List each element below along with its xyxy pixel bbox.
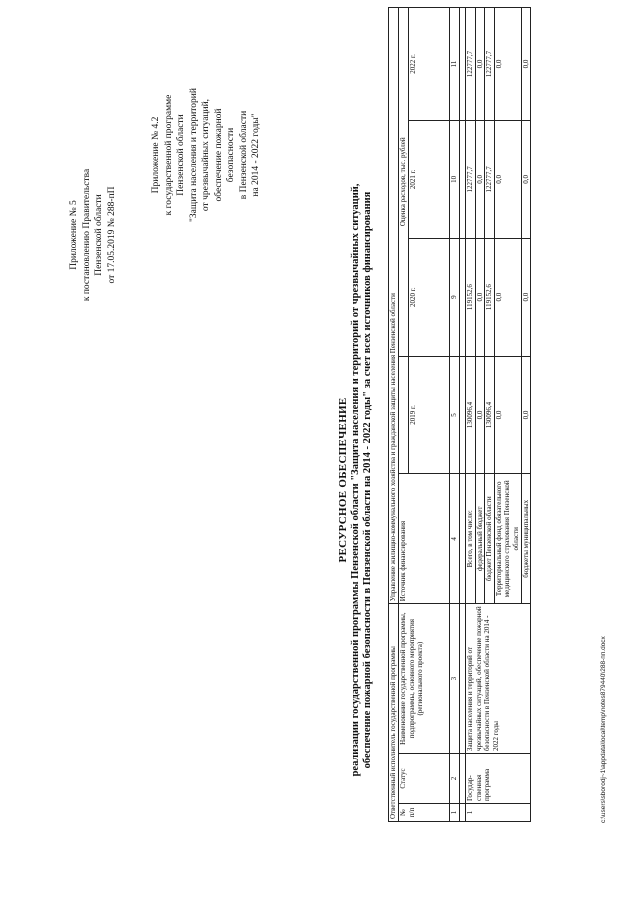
title-line: обеспечение пожарной безопасности в Пензенской области на 2014 - 2022 годы" за счет всех источников финансирования: [362, 191, 373, 769]
title-line: реализации государственной программы Пензенской области "Защита населения и территорий от чрезвычайных ситуаций,: [349, 183, 361, 777]
header-source: Источник финансирования: [399, 474, 450, 604]
responsible-row: [389, 8, 399, 822]
appendix-program-line: Приложение № 4.2: [151, 116, 161, 194]
responsible-label: Ответственный исполнитель государственной программы: [389, 604, 399, 822]
row-status: Государ-ственная программа: [466, 754, 531, 804]
header-year: 2020 г.: [409, 238, 450, 356]
appendix-main-block: [68, 120, 118, 350]
appendix-program-line: в Пензенской области: [238, 110, 249, 200]
appendix-main-line: от 17.05.2019 № 288-пП: [106, 186, 117, 284]
value-cell: 0,0: [475, 120, 485, 238]
value-cell: 130096,4: [485, 356, 495, 474]
column-number: 5: [450, 356, 460, 474]
header-num: № п/п: [399, 804, 450, 822]
value-cell: 0,0: [494, 120, 521, 238]
value-cell: 122777,7: [466, 120, 476, 238]
source-label: Всего, в том числе:: [466, 474, 476, 604]
source-label: бюджеты муниципальных: [521, 474, 531, 604]
value-cell: 122777,7: [485, 8, 495, 121]
column-number: 1: [450, 804, 460, 822]
header-year: 2021 г.: [409, 120, 450, 238]
header-row: [399, 8, 409, 822]
header-status: Статус: [399, 754, 450, 804]
value-cell: 0,0: [475, 356, 485, 474]
source-label: Территориальный фонд обязательного медицинского страхования Пензенской области: [494, 474, 521, 604]
responsible-value: Управление жилищно-коммунального хозяйства и гражданской защиты населения Пензенской области: [389, 8, 399, 604]
appendix-program-line: "Защита населения и территорий: [188, 88, 199, 222]
column-number-row: [450, 8, 460, 822]
table-row: [466, 8, 476, 822]
header-estimate: Оценка расходов, тыс. рублей: [399, 8, 409, 357]
row-num: 1: [466, 804, 531, 822]
appendix-program-line: безопасности: [226, 127, 236, 183]
value-cell: 0,0: [475, 238, 485, 356]
column-number: 10: [450, 120, 460, 238]
value-cell: 0,0: [521, 238, 531, 356]
appendix-main-line: Приложение № 5: [69, 200, 79, 270]
value-cell: 0,0: [521, 120, 531, 238]
column-number: 4: [450, 474, 460, 604]
appendix-program-line: к государственной программе: [163, 94, 174, 216]
value-cell: 122777,7: [485, 120, 495, 238]
value-cell: 0,0: [494, 238, 521, 356]
value-cell: 119152,6: [466, 238, 476, 356]
value-cell: 122777,7: [466, 8, 476, 121]
value-cell: 0,0: [494, 356, 521, 474]
header-year: 2019 г.: [409, 356, 450, 474]
source-label: бюджет Пензенской области: [485, 474, 495, 604]
appendix-main-line: к постановлению Правительства: [81, 168, 92, 302]
document-title: [337, 95, 375, 865]
title-heading: РЕСУРСНОЕ ОБЕСПЕЧЕНИЕ: [337, 397, 349, 563]
column-number: 2: [450, 754, 460, 804]
value-cell: 0,0: [494, 8, 521, 121]
appendix-main-line: Пензенской области: [94, 194, 104, 276]
footer-file-path: c:\users\sborodj~1\appdata\local\temp\notes879440\288-пп.docx: [600, 636, 607, 823]
value-cell: 130096,4: [466, 356, 476, 474]
source-label: федеральный бюджет: [475, 474, 485, 604]
value-cell: 119152,6: [485, 238, 495, 356]
header-name: Наименование государственной программы, подпрограммы, основного мероприятия (регионального проекта): [399, 604, 450, 754]
header-year: 2022 г.: [409, 8, 450, 121]
column-number: 11: [450, 8, 460, 121]
header-estimate-spacer: [399, 356, 409, 474]
appendix-program-line: от чрезвычайных ситуаций,: [201, 98, 211, 212]
row-name: Защита населения и территорий от чрезвычайных ситуаций, обеспечение пожарной безопасности в Пензенской области на 2014 - 2022 годы: [466, 604, 531, 754]
value-cell: 0,0: [521, 356, 531, 474]
column-number: 3: [450, 604, 460, 754]
column-number: 9: [450, 238, 460, 356]
value-cell: 0,0: [475, 8, 485, 121]
appendix-program-line: Пензенской области: [176, 114, 186, 196]
appendix-program-line: на 2014 - 2022 годы": [251, 113, 261, 197]
value-cell: 0,0: [521, 8, 531, 121]
appendix-program-block: [150, 45, 263, 265]
resource-table: [388, 7, 531, 822]
appendix-program-line: обеспечение пожарной: [213, 108, 224, 202]
